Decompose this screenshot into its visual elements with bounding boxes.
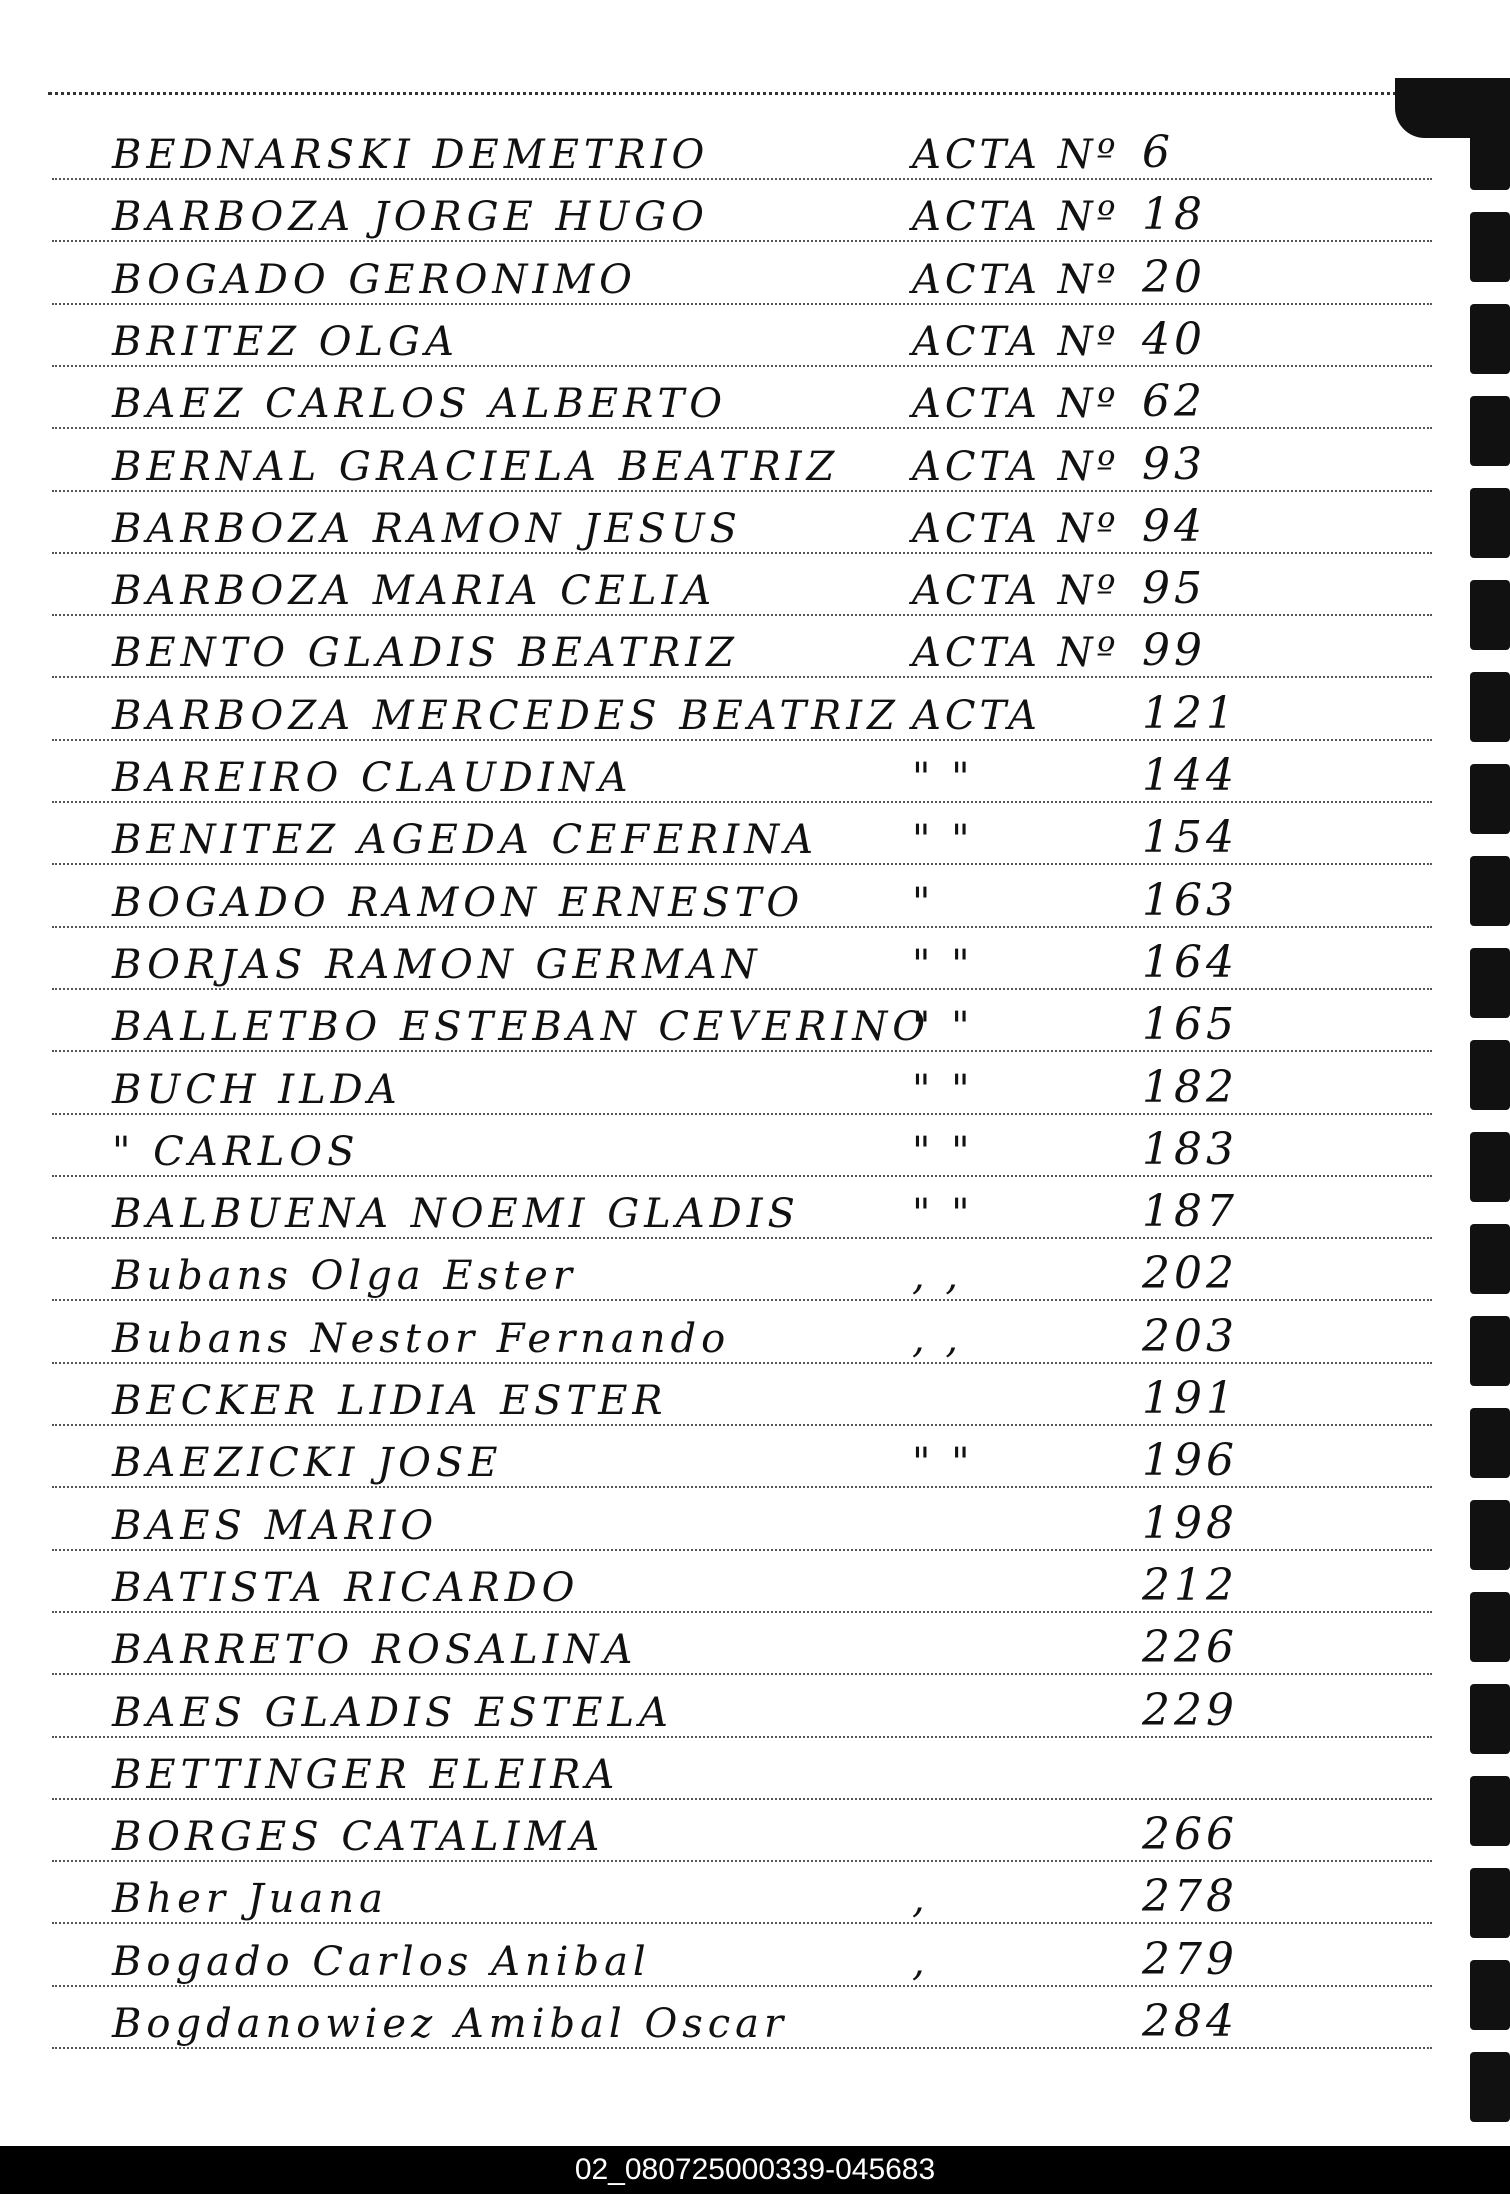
person-name: BORGES CATALIMA <box>112 1814 605 1861</box>
acta-label: " " <box>912 1440 974 1487</box>
document-id-footer: 02_080725000339-045683 <box>0 2146 1510 2194</box>
binding-hole-mark <box>1470 120 1510 190</box>
binding-hole-mark <box>1470 580 1510 650</box>
list-row <box>52 616 1432 678</box>
list-row <box>52 367 1432 429</box>
acta-number: 182 <box>1142 1061 1238 1113</box>
binding-hole-mark <box>1470 212 1510 282</box>
acta-number: 154 <box>1142 812 1238 864</box>
person-name: Bubans Olga Ester <box>112 1253 577 1300</box>
binding-hole-mark <box>1470 1040 1510 1110</box>
person-name: Bubans Nestor Fernando <box>112 1315 731 1362</box>
person-name: BOGADO RAMON ERNESTO <box>112 879 805 926</box>
list-row <box>52 679 1432 741</box>
acta-number: 278 <box>1142 1871 1238 1923</box>
acta-number: 191 <box>1142 1373 1238 1424</box>
acta-label: ACTA Nº <box>912 630 1120 677</box>
person-name: BAEZ CARLOS ALBERTO <box>112 381 727 428</box>
binding-hole-mark <box>1470 1500 1510 1570</box>
binding-hole-mark <box>1470 672 1510 742</box>
binding-hole-mark <box>1470 488 1510 558</box>
person-name: BRITEZ OLGA <box>112 318 459 365</box>
binding-hole-mark <box>1470 1684 1510 1754</box>
person-name: " CARLOS <box>112 1128 360 1175</box>
person-name: Bher Juana <box>112 1876 388 1923</box>
binding-hole-mark <box>1470 764 1510 834</box>
acta-label: " " <box>912 1128 974 1175</box>
acta-number: 229 <box>1142 1684 1238 1736</box>
acta-label: , , <box>912 1253 963 1300</box>
person-name: BARBOZA MARIA CELIA <box>112 568 717 615</box>
list-row <box>52 1551 1432 1613</box>
list-row <box>52 1115 1432 1177</box>
list-row <box>52 990 1432 1052</box>
person-name: BORJAS RAMON GERMAN <box>112 941 762 988</box>
binding-hole-mark <box>1470 1960 1510 2030</box>
person-name: BENTO GLADIS BEATRIZ <box>112 630 739 677</box>
acta-number: 164 <box>1142 936 1238 988</box>
list-row <box>52 305 1432 367</box>
person-name: BOGADO GERONIMO <box>112 256 637 303</box>
acta-label: " " <box>912 755 974 801</box>
person-name: BECKER LIDIA ESTER <box>112 1378 668 1424</box>
dotted-rule <box>52 2047 1432 2049</box>
list-row <box>52 1613 1432 1675</box>
list-row <box>52 430 1432 492</box>
binding-hole-mark <box>1470 1776 1510 1846</box>
person-name: BAREIRO CLAUDINA <box>112 755 633 801</box>
person-name: Bogado Carlos Anibal <box>112 1938 651 1985</box>
list-row <box>52 1364 1432 1426</box>
acta-label: , <box>912 1938 929 1985</box>
list-row <box>52 1177 1432 1239</box>
acta-label: ACTA Nº <box>912 194 1120 241</box>
acta-label: " " <box>912 1191 974 1238</box>
acta-label: " " <box>912 1066 974 1113</box>
binding-hole-mark <box>1470 948 1510 1018</box>
binding-hole-mark <box>1470 1224 1510 1294</box>
list-row <box>52 866 1432 928</box>
person-name: BAES GLADIS ESTELA <box>112 1689 673 1736</box>
list-row <box>52 180 1432 242</box>
binding-hole-mark <box>1470 304 1510 374</box>
list-row <box>52 741 1432 803</box>
list-row <box>52 928 1432 990</box>
acta-number: 183 <box>1142 1123 1238 1175</box>
person-name: BAES MARIO <box>112 1502 439 1549</box>
person-name: BEDNARSKI DEMETRIO <box>112 132 710 178</box>
person-name: BATISTA RICARDO <box>112 1564 580 1611</box>
acta-label: ACTA Nº <box>912 443 1120 490</box>
acta-number: 99 <box>1142 625 1206 677</box>
person-name: BALLETBO ESTEBAN CEVERINO <box>112 1004 931 1051</box>
binding-hole-mark <box>1470 2052 1510 2122</box>
list-row <box>52 1925 1432 1987</box>
acta-number: 187 <box>1142 1186 1238 1238</box>
acta-number: 20 <box>1142 251 1206 303</box>
binding-hole-mark <box>1470 1132 1510 1202</box>
person-name: BAEZICKI JOSE <box>112 1440 503 1487</box>
acta-number: 144 <box>1142 750 1238 801</box>
list-row <box>52 118 1432 180</box>
acta-label: " " <box>912 1004 974 1051</box>
acta-number: 6 <box>1142 127 1174 178</box>
acta-number: 226 <box>1142 1622 1238 1674</box>
person-name: BETTINGER ELEIRA <box>112 1751 620 1798</box>
acta-number: 279 <box>1142 1933 1238 1985</box>
acta-number: 165 <box>1142 999 1238 1051</box>
person-name: BARRETO ROSALINA <box>112 1627 638 1674</box>
person-name: BARBOZA MERCEDES BEATRIZ <box>112 692 900 739</box>
list-row <box>52 1426 1432 1488</box>
acta-label: " " <box>912 817 974 864</box>
acta-number: 266 <box>1142 1809 1238 1861</box>
acta-label: ACTA Nº <box>912 381 1120 428</box>
binding-hole-mark <box>1470 396 1510 466</box>
acta-label: , , <box>912 1315 963 1362</box>
list-row <box>52 1987 1432 2049</box>
list-row <box>52 492 1432 554</box>
binding-hole-mark <box>1470 1408 1510 1478</box>
binding-edge <box>1470 120 1510 2140</box>
list-row <box>52 1676 1432 1738</box>
acta-number: 196 <box>1142 1435 1238 1487</box>
acta-label: " <box>912 879 935 926</box>
person-name: BENITEZ AGEDA CEFERINA <box>112 817 819 864</box>
binding-hole-mark <box>1470 856 1510 926</box>
acta-label: " " <box>912 941 974 988</box>
acta-label: ACTA Nº <box>912 256 1120 303</box>
acta-number: 212 <box>1142 1559 1238 1611</box>
acta-number: 40 <box>1142 313 1206 365</box>
acta-number: 121 <box>1142 687 1238 739</box>
list-row <box>52 243 1432 305</box>
binding-hole-mark <box>1470 1592 1510 1662</box>
person-name: BARBOZA RAMON JESUS <box>112 505 742 552</box>
acta-label: ACTA Nº <box>912 505 1120 552</box>
top-dotted-rule <box>48 92 1428 95</box>
acta-label: , <box>912 1876 929 1923</box>
person-name: Bogdanowiez Amibal Oscar <box>112 2001 789 2047</box>
acta-number: 284 <box>1142 1996 1238 2047</box>
person-name: BARBOZA JORGE HUGO <box>112 194 709 241</box>
acta-number: 203 <box>1142 1310 1238 1362</box>
acta-label: ACTA Nº <box>912 568 1120 615</box>
acta-number: 93 <box>1142 438 1206 490</box>
list-row <box>52 1862 1432 1924</box>
binding-hole-mark <box>1470 1868 1510 1938</box>
acta-number: 62 <box>1142 376 1206 428</box>
person-name: BUCH ILDA <box>112 1066 402 1113</box>
list-row <box>52 1738 1432 1800</box>
acta-number: 202 <box>1142 1248 1238 1300</box>
person-name: BERNAL GRACIELA BEATRIZ <box>112 443 840 490</box>
person-name: BALBUENA NOEMI GLADIS <box>112 1191 800 1238</box>
acta-number: 163 <box>1142 874 1238 926</box>
acta-label: ACTA <box>912 692 1041 739</box>
list-row <box>52 1239 1432 1301</box>
acta-label: ACTA Nº <box>912 132 1120 178</box>
acta-number: 18 <box>1142 189 1206 241</box>
acta-number: 95 <box>1142 563 1206 615</box>
list-row <box>52 554 1432 616</box>
acta-number: 94 <box>1142 500 1206 552</box>
list-row <box>52 1800 1432 1862</box>
list-row <box>52 1489 1432 1551</box>
acta-label: ACTA Nº <box>912 318 1120 365</box>
list-row <box>52 1302 1432 1364</box>
acta-number: 198 <box>1142 1497 1238 1549</box>
list-row <box>52 803 1432 865</box>
binding-hole-mark <box>1470 1316 1510 1386</box>
list-row <box>52 1053 1432 1115</box>
